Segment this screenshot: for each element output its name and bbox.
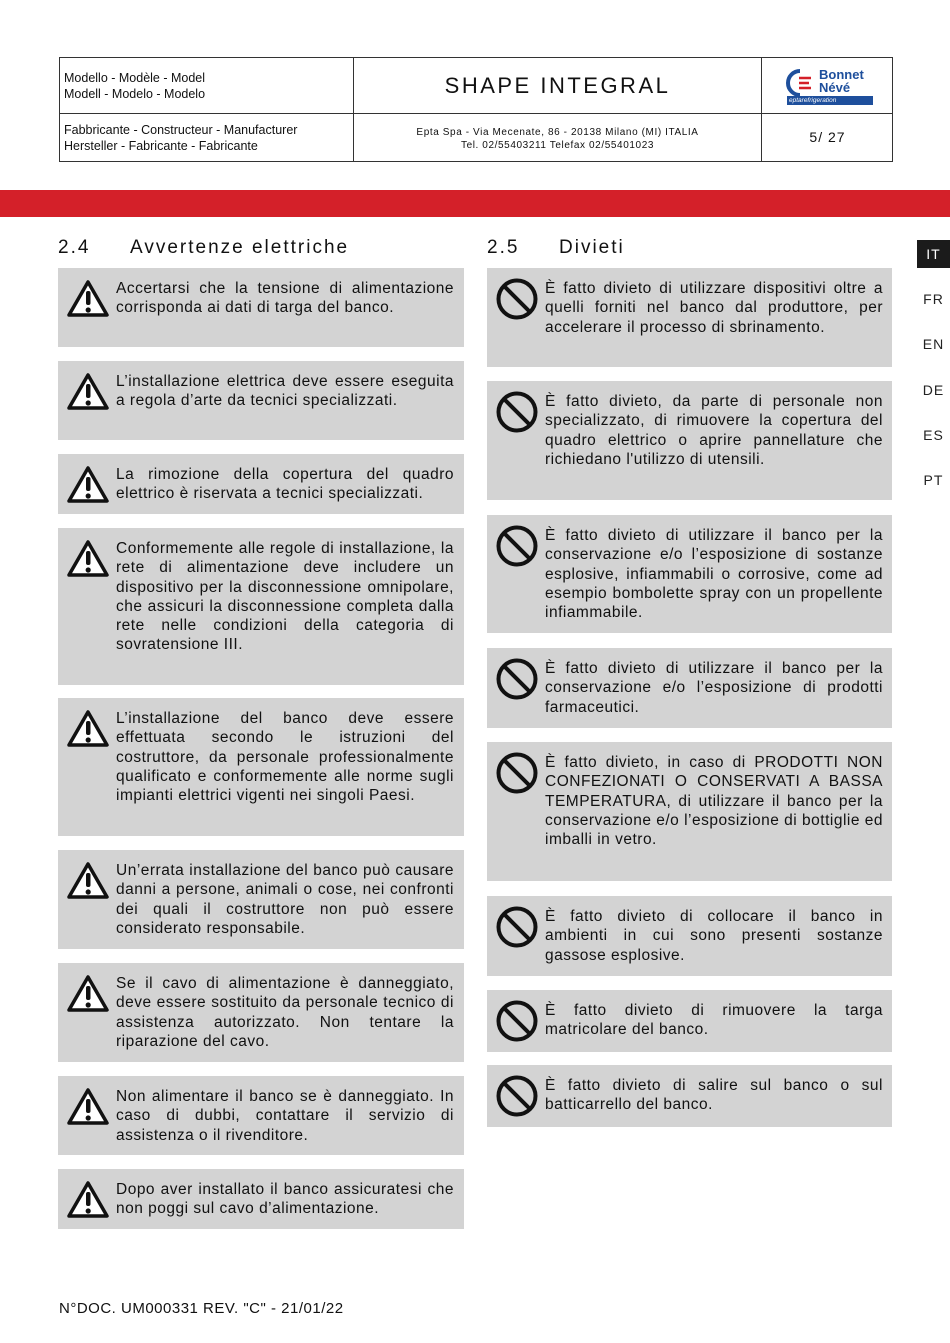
- prohibition-text: È fatto divieto di rimuovere la targa matricolare del banco.: [545, 1002, 883, 1039]
- prohibition-icon: [495, 999, 539, 1043]
- manufacturer-label-line-2: Hersteller - Fabricante - Fabricante: [64, 139, 258, 153]
- section-title-electrical-warnings: [58, 237, 349, 259]
- prohibition-text: È fatto divieto di salire sul banco o sul batticarrello del banco.: [545, 1077, 883, 1114]
- warning-triangle-icon: [66, 539, 110, 578]
- section-title: Avvertenze elettriche: [130, 237, 350, 258]
- warning-text: Se il cavo di alimentazione è danneggiato, deve essere sostituito da personale tecnico di assistenza autorizzato. Non tentare la riparazione del cavo.: [116, 975, 454, 1050]
- product-name: SHAPE INTEGRAL: [444, 73, 671, 98]
- warning-text: Un’errata installazione del banco può causare danni a persone, animali o cose, nei confronti dei quali il costruttore non può essere considerato responsabile.: [116, 862, 454, 937]
- prohibition-text: È fatto divieto, da parte di personale non specializzato, di rimuovere la copertura del quadro elettrico o aprire pannellature che richiedano l'utilizzo di utensili.: [545, 393, 883, 468]
- language-tab-fr[interactable]: FR: [923, 291, 944, 307]
- bonnet-neve-logo: [762, 62, 893, 112]
- prohibition-icon: [495, 751, 539, 795]
- prohibition-text: È fatto divieto di utilizzare il banco per la conservazione e/o l’esposizione di sostanze esplosive, infiammabili o corrosive, come ad esempio bombolette spray con un propellente infiammabile.: [545, 527, 883, 622]
- prohibition-icon: [495, 524, 539, 568]
- prohibition-box: [487, 268, 892, 367]
- model-label-line-2: Modell - Modelo - Modelo: [64, 87, 206, 101]
- red-band: [0, 190, 950, 217]
- model-label-line-1: Modello - Modèle - Model: [64, 71, 206, 85]
- page-number: 5/ 27: [809, 129, 846, 145]
- warning-text: Conformemente alle regole di installazione, la rete di alimentazione deve includere un dispositivo per la disconnessione omnipolare, che assicuri la disconnessione completa dalla rete nelle condizioni della categoria di sovratensione III.: [116, 540, 454, 654]
- warning-box: [58, 361, 464, 440]
- prohibition-text: È fatto divieto, in caso di PRODOTTI NON CONFEZIONATI O CONSERVATI A BASSA TEMPERATURA, di utilizzare il banco per la conservazione e/o l’esposizione di bottiglie ed imballi in vetro.: [545, 754, 884, 849]
- manufacturer-label: [64, 122, 297, 154]
- prohibition-text: È fatto divieto di collocare il banco in ambienti in cui sono presenti sostanze gassose esplosive.: [545, 908, 883, 964]
- prohibition-box: [487, 648, 892, 728]
- prohibition-box: [487, 515, 892, 633]
- logo-subtitle: eptarefrigeration: [787, 96, 873, 105]
- document-number-footer: N°DOC. UM000331 REV. "C" - 21/01/22: [59, 1300, 344, 1317]
- prohibition-box: [487, 742, 892, 881]
- section-title-prohibitions: [487, 237, 625, 259]
- address-line-1: Epta Spa - Via Mecenate, 86 - 20138 Milano (MI) ITALIA: [416, 127, 699, 138]
- warning-box: [58, 268, 464, 347]
- language-tab-pt[interactable]: PT: [923, 472, 944, 488]
- warning-box: [58, 1169, 464, 1229]
- prohibition-box: [487, 990, 892, 1052]
- prohibition-icon: [495, 905, 539, 949]
- warning-box: [58, 963, 464, 1062]
- prohibition-box: [487, 381, 892, 500]
- warning-text: Non alimentare il banco se è danneggiato. In caso di dubbi, contattare il servizio di assistenza o il rivenditore.: [116, 1088, 454, 1144]
- warning-triangle-icon: [66, 1180, 110, 1219]
- model-label: [64, 70, 205, 102]
- prohibition-icon: [495, 390, 539, 434]
- prohibition-text: È fatto divieto di utilizzare dispositivi oltre a quelli forniti nel banco dal produttore, per accelerare il processo di sbrinamento.: [545, 280, 883, 336]
- prohibition-text: È fatto divieto di utilizzare il banco per la conservazione e/o l’esposizione di prodotti farmaceutici.: [545, 660, 883, 716]
- warning-text: Accertarsi che la tensione di alimentazione corrisponda ai dati di targa del banco.: [116, 280, 454, 317]
- document-header-table: [59, 57, 893, 162]
- warning-triangle-icon: [66, 861, 110, 900]
- language-tab-de[interactable]: DE: [922, 382, 945, 398]
- language-tab-es[interactable]: ES: [923, 427, 944, 443]
- prohibition-icon: [495, 277, 539, 321]
- warning-text: La rimozione della copertura del quadro elettrico è riservata a tecnici specializzati.: [116, 466, 454, 503]
- prohibition-box: [487, 1065, 892, 1127]
- warning-triangle-icon: [66, 372, 110, 411]
- warning-text: L’installazione del banco deve essere effettuata secondo le istruzioni del costruttore, da personale professionalmente qualificato e conformemente alle norme sugli impianti elettrici vigenti nei singoli Paesi.: [116, 710, 454, 805]
- language-tab-it[interactable]: IT: [917, 240, 950, 268]
- prohibition-icon: [495, 1074, 539, 1118]
- logo-euro-icon: [785, 68, 815, 98]
- warning-box: [58, 528, 464, 685]
- logo-line-1: Bonnet: [819, 67, 864, 82]
- address-line-2: Tel. 02/55403211 Telefax 02/55401023: [460, 140, 655, 151]
- warning-text: Dopo aver installato il banco assicuratesi che non poggi sul cavo d’alimentazione.: [116, 1181, 454, 1218]
- section-number: 2.4: [58, 237, 91, 258]
- section-title: Divieti: [559, 237, 625, 258]
- warning-box: [58, 850, 464, 949]
- warning-box: [58, 1076, 464, 1155]
- warning-triangle-icon: [66, 465, 110, 504]
- prohibition-box: [487, 896, 892, 976]
- language-tab-en[interactable]: EN: [922, 336, 945, 352]
- warning-triangle-icon: [66, 279, 110, 318]
- warning-box: [58, 454, 464, 514]
- warning-triangle-icon: [66, 974, 110, 1013]
- warning-text: L’installazione elettrica deve essere eseguita a regola d’arte da tecnici specializzati.: [116, 373, 454, 410]
- warning-triangle-icon: [66, 1087, 110, 1126]
- manufacturer-label-line-1: Fabbricante - Constructeur - Manufacturer: [64, 123, 298, 137]
- warning-triangle-icon: [66, 709, 110, 748]
- prohibition-icon: [495, 657, 539, 701]
- section-number: 2.5: [487, 237, 520, 258]
- logo-line-2: Névé: [819, 80, 851, 95]
- manufacturer-address: [354, 126, 761, 152]
- warning-box: [58, 698, 464, 836]
